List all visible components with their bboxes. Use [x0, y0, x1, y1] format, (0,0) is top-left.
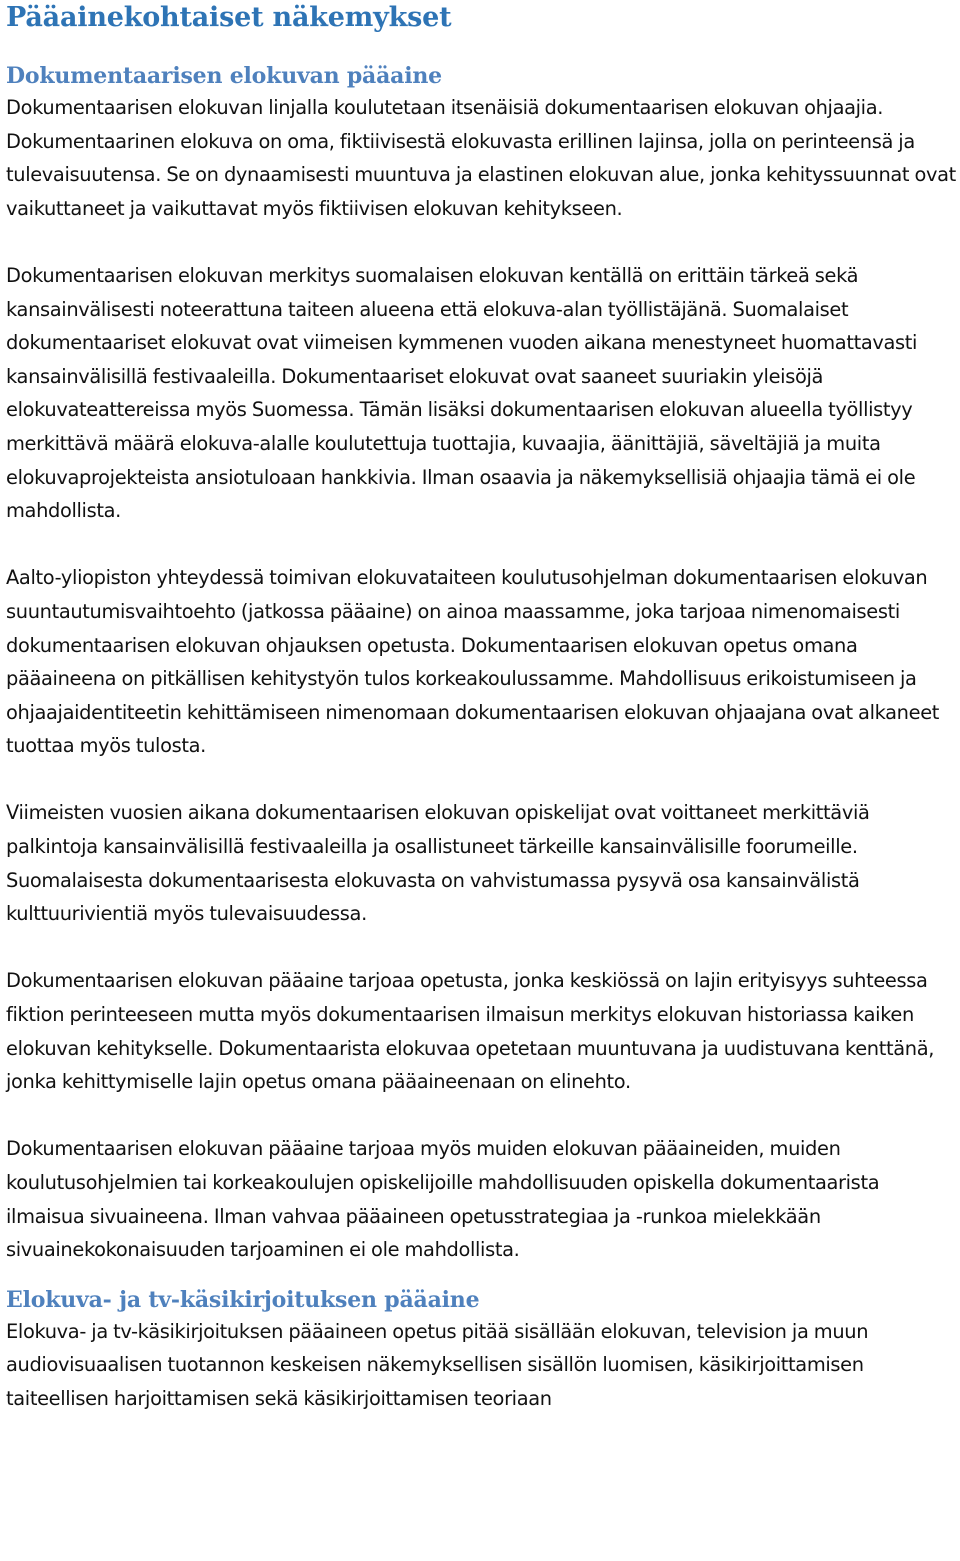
- paragraph: Elokuva- ja tv-käsikirjoituksen pääaineen opetus pitää sisällään elokuvan, television ja muun audiovisuaalisen tuotannon keskeisen näkemyksellisen sisällön luomisen, käsikirjoittamisen taiteellisen harjoittamisen sekä käsikirjoittamisen teoriaan: [6, 1319, 869, 1410]
- paragraph: Dokumentaarisen elokuvan pääaine tarjoaa myös muiden elokuvan pääaineiden, muiden koulutusohjelmien tai korkeakoulujen opiskelijoille mahdollisuuden opiskella dokumentaarista ilmaisua sivuaineena. Ilman vahvaa pääaineen opetusstrategiaa ja -runkoa mielekkään sivuainekokonaisuuden tarjoaminen ei ole mahdollista.: [6, 1137, 880, 1262]
- paragraph: Dokumentaarisen elokuvan merkitys suomalaisen elokuvan kentällä on erittäin tärkeä sekä kansainvälisesti noteerattuna taiteen alueena että elokuva-alan työllistäjänä. Suomalaiset dokumentaariset elokuvat ovat viimeisen kymmenen vuoden aikana menestyneet huomattavasti kansainvälisillä festivaaleilla. Dokumentaariset elokuvat ovat saaneet suuriakin yleisöjä elokuvateattereissa myös Suomessa. Tämän lisäksi dokumentaarisen elokuvan alueella työllistyy merkittävä määrä elokuva-alalle koulutettuja tuottajia, kuvaajia, äänittäjiä, säveltäjiä ja muita elokuvaprojekteista ansiotuloaan hankkivia. Ilman osaavia ja näkemyksellisiä ohjaajia tämä ei ole mahdollista.: [6, 263, 918, 523]
- document-page: [6, 0, 956, 1416]
- section-heading-screenwriting: Elokuva- ja tv-käsikirjoituksen pääaine: [6, 1286, 480, 1313]
- section-heading-documentary: Dokumentaarisen elokuvan pääaine: [6, 63, 442, 89]
- paragraph: Dokumentaarisen elokuvan linjalla koulutetaan itsenäisiä dokumentaarisen elokuvan ohjaajia. Dokumentaarinen elokuva on oma, fiktiivisestä elokuvasta erillinen lajinsa, jolla on perinteensä ja tulevaisuutensa. Se on dynaamisesti muuntuva ja elastinen elokuvan alue, jonka kehityssuunnat ovat vaikuttaneet ja vaikuttavat myös fiktiivisen elokuvan kehitykseen.: [6, 96, 956, 220]
- paragraph: Aalto-yliopiston yhteydessä toimivan elokuvataiteen koulutusohjelman dokumentaarisen elokuvan suuntautumisvaihtoehto (jatkossa pääaine) on ainoa maassamme, joka tarjoaa nimenomaisesti dokumentaarisen elokuvan ohjauksen opetusta. Dokumentaarisen elokuvan opetus omana pääaineena on pitkällisen kehitystyön tulos korkeakoulussamme. Mahdollisuus erikoistumiseen ja ohjaajaidentiteetin kehittämiseen nimenomaan dokumentaarisen elokuvan ohjaajana ovat alkaneet tuottaa myös tulosta.: [6, 566, 940, 758]
- section-documentary-film: [6, 61, 956, 1267]
- page-title: Pääainekohtaiset näkemykset: [6, 2, 452, 33]
- paragraph: Viimeisten vuosien aikana dokumentaarisen elokuvan opiskelijat ovat voittaneet merkittäviä palkintoja kansainvälisillä festivaaleilla ja osallistuneet tärkeille kansainvälisille foorumeille. Suomalaisesta dokumentaarisesta elokuvasta on vahvistumassa pysyvä osa kansainvälistä kulttuurivientiä myös tulevaisuudessa.: [6, 801, 870, 926]
- section-screenwriting: [6, 1285, 956, 1416]
- paragraph: Dokumentaarisen elokuvan pääaine tarjoaa opetusta, jonka keskiössä on lajin erityisyys suhteessa fiktion perinteeseen mutta myös dokumentaarisen ilmaisun merkitys elokuvan historiassa kaiken elokuvan kehitykselle. Dokumentaarista elokuvaa opetetaan muuntuvana ja uudistuvana kenttänä, jonka kehittymiselle lajin opetus omana pääaineenaan on elinehto.: [6, 969, 935, 1094]
